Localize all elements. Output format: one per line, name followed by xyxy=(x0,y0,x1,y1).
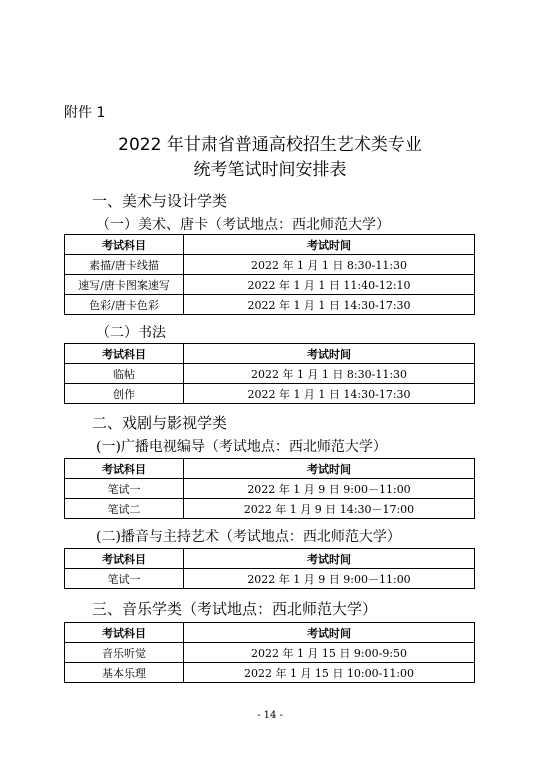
time-cell: 2022 年 1 月 9 日 14:30－17:00 xyxy=(184,499,475,519)
header-time: 考试时间 xyxy=(184,344,475,364)
header-time: 考试时间 xyxy=(184,623,475,643)
table-row xyxy=(65,479,475,499)
subsection-heading-calligraphy: （二）书法 xyxy=(96,325,166,341)
document-title-line1: 2022 年甘肃省普通高校招生艺术类专业 xyxy=(118,135,422,155)
table-header-row xyxy=(65,344,475,364)
subject-cell: 临帖 xyxy=(65,364,184,384)
table-row xyxy=(65,255,475,275)
section-heading-music: 三、音乐学类（考试地点：西北师范大学） xyxy=(92,600,378,618)
subject-cell: 素描/唐卡线描 xyxy=(65,255,184,275)
table-row xyxy=(65,499,475,519)
table-header-row xyxy=(65,549,475,569)
schedule-table-fine-arts xyxy=(64,234,475,315)
subsection-heading-broadcasting-hosting: (二)播音与主持艺术（考试地点：西北师范大学） xyxy=(96,529,401,545)
page-number: - 14 - xyxy=(257,710,283,721)
subject-cell: 笔试二 xyxy=(65,499,184,519)
table-header-row xyxy=(65,235,475,255)
subject-cell: 基本乐理 xyxy=(65,663,184,683)
schedule-table-broadcast-directing xyxy=(64,458,475,519)
table-row xyxy=(65,643,475,663)
header-subject: 考试科目 xyxy=(65,344,184,364)
time-cell: 2022 年 1 月 9 日 9:00－11:00 xyxy=(184,479,475,499)
time-cell: 2022 年 1 月 1 日 8:30-11:30 xyxy=(184,364,475,384)
subject-cell: 笔试一 xyxy=(65,569,184,589)
schedule-table-calligraphy xyxy=(64,343,475,404)
document-title-line2: 统考笔试时间安排表 xyxy=(193,160,347,180)
schedule-table-music xyxy=(64,622,475,683)
table-header-row xyxy=(65,459,475,479)
time-cell: 2022 年 1 月 1 日 11:40-12:10 xyxy=(184,275,475,295)
subject-cell: 色彩/唐卡色彩 xyxy=(65,295,184,315)
table-header-row xyxy=(65,623,475,643)
table-row xyxy=(65,663,475,683)
table-row xyxy=(65,384,475,404)
subject-cell: 速写/唐卡图案速写 xyxy=(65,275,184,295)
subject-cell: 创作 xyxy=(65,384,184,404)
header-time: 考试时间 xyxy=(184,459,475,479)
time-cell: 2022 年 1 月 15 日 9:00-9:50 xyxy=(184,643,475,663)
table-row xyxy=(65,295,475,315)
section-heading-drama-film: 二、戏剧与影视学类 xyxy=(92,414,228,432)
time-cell: 2022 年 1 月 1 日 14:30-17:30 xyxy=(184,295,475,315)
header-time: 考试时间 xyxy=(184,549,475,569)
header-subject: 考试科目 xyxy=(65,549,184,569)
subject-cell: 音乐听觉 xyxy=(65,643,184,663)
subsection-heading-broadcast-directing: (一)广播电视编导（考试地点：西北师范大学） xyxy=(96,439,387,455)
subsection-heading-fine-arts: （一）美术、唐卡（考试地点：西北师范大学） xyxy=(96,217,390,233)
schedule-table-broadcasting-hosting xyxy=(64,548,475,589)
header-subject: 考试科目 xyxy=(65,623,184,643)
time-cell: 2022 年 1 月 1 日 8:30-11:30 xyxy=(184,255,475,275)
header-subject: 考试科目 xyxy=(65,235,184,255)
section-heading-art-design: 一、美术与设计学类 xyxy=(92,192,228,210)
subject-cell: 笔试一 xyxy=(65,479,184,499)
table-row xyxy=(65,569,475,589)
header-subject: 考试科目 xyxy=(65,459,184,479)
time-cell: 2022 年 1 月 15 日 10:00-11:00 xyxy=(184,663,475,683)
table-row xyxy=(65,275,475,295)
time-cell: 2022 年 1 月 1 日 14:30-17:30 xyxy=(184,384,475,404)
attachment-label: 附件 1 xyxy=(64,105,106,121)
table-row xyxy=(65,364,475,384)
time-cell: 2022 年 1 月 9 日 9:00－11:00 xyxy=(184,569,475,589)
header-time: 考试时间 xyxy=(184,235,475,255)
